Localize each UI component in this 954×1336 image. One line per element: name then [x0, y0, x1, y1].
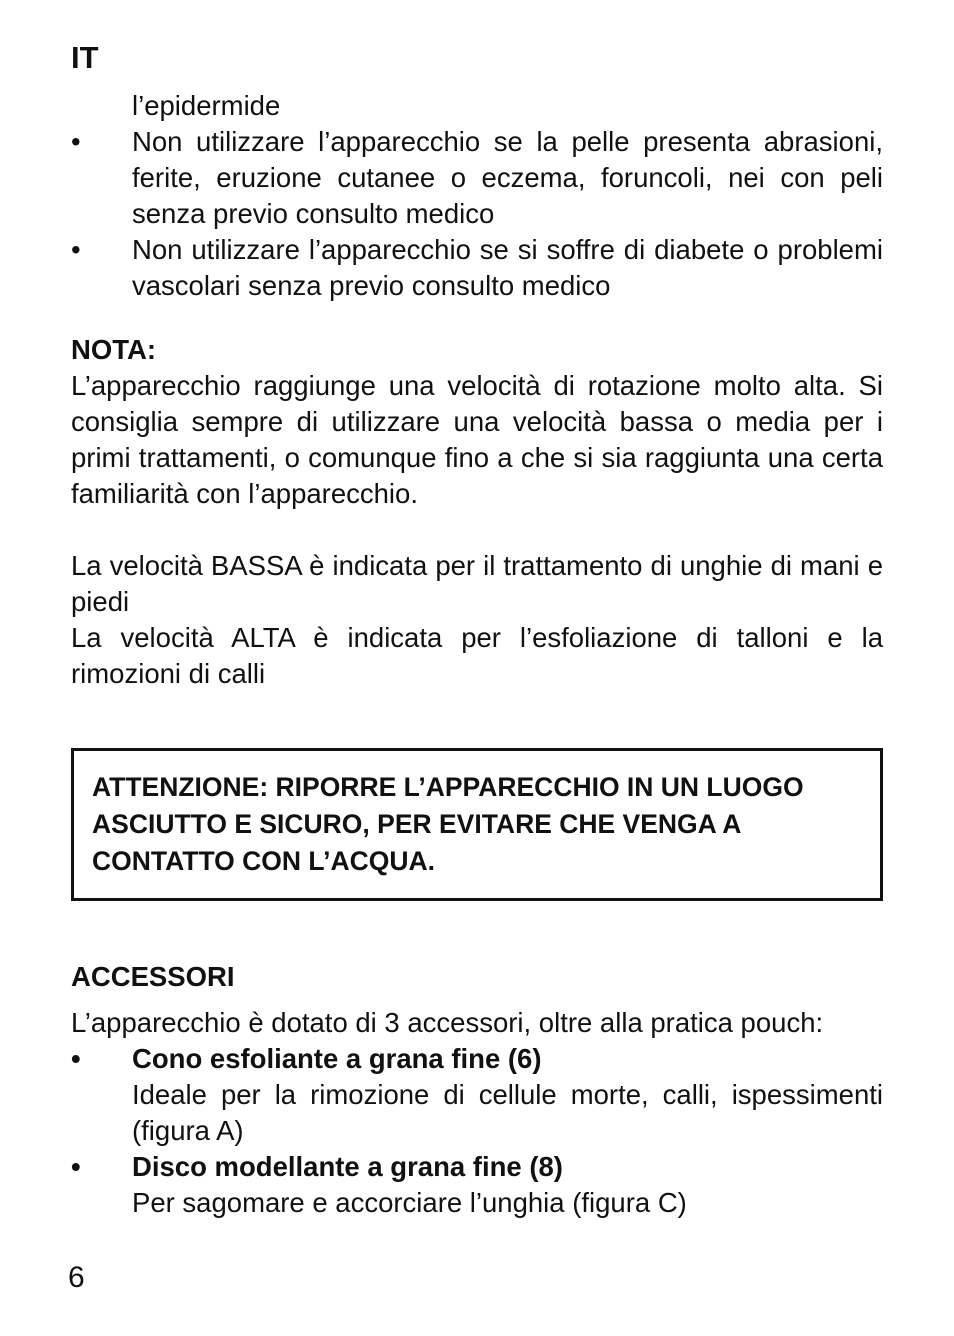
bullet-icon: • — [71, 234, 81, 265]
list-item — [71, 232, 883, 304]
accessory-title: Cono esfoliante a grana fine (6) — [132, 1043, 542, 1074]
accessory-entry — [132, 1041, 883, 1149]
accessory-description: Ideale per la rimozione di cellule morte, calli, ispessimenti (figura A) — [132, 1079, 883, 1146]
accessory-title: Disco modellante a grana fine (8) — [132, 1151, 563, 1182]
speed-low-text: La velocità BASSA è indicata per il trattamento di unghie di mani e piedi — [71, 550, 883, 617]
warnings-list — [71, 124, 883, 304]
bullet-icon: • — [71, 1043, 81, 1074]
accessori-list — [71, 1041, 883, 1221]
accessori-intro: L’apparecchio è dotato di 3 accessori, oltre alla pratica pouch: — [71, 1007, 824, 1038]
page-number: 6 — [68, 1261, 85, 1294]
nota-text: L’apparecchio raggiunge una velocità di rotazione molto alta. Si consiglia sempre di utilizzare una velocità bassa o media per i primi trattamenti, o comunque fino a che si sia raggiunta una certa familiarità con l’apparecchio. — [71, 370, 883, 509]
list-item-text: Non utilizzare l’apparecchio se la pelle presenta abrasioni, ferite, eruzione cutanee o eczema, foruncoli, nei con peli senza previo consulto medico — [132, 126, 883, 229]
attention-box — [71, 748, 883, 901]
attention-text: ATTENZIONE: RIPORRE L’APPARECCHIO IN UN LUOGO ASCIUTTO E SICURO, PER EVITARE CHE VENGA A CONTATTO CON L’ACQUA. — [92, 772, 804, 876]
accessori-heading: ACCESSORI — [71, 961, 235, 992]
bullet-icon: • — [71, 1151, 81, 1182]
bullet-icon: • — [71, 126, 81, 157]
list-item — [71, 1041, 883, 1149]
language-tag: IT — [71, 40, 99, 75]
speed-high-text: La velocità ALTA è indicata per l’esfoliazione di talloni e la rimozioni di calli — [71, 622, 883, 689]
accessory-description: Per sagomare e accorciare l’unghia (figura C) — [132, 1187, 687, 1218]
list-item — [71, 1149, 883, 1221]
nota-heading: NOTA: — [71, 334, 157, 365]
list-item — [71, 124, 883, 232]
continued-text: l’epidermide — [132, 90, 281, 121]
list-item-text: Non utilizzare l’apparecchio se si soffre di diabete o problemi vascolari senza previo consulto medico — [132, 234, 883, 301]
manual-page — [71, 36, 883, 1221]
accessory-entry — [132, 1149, 883, 1221]
